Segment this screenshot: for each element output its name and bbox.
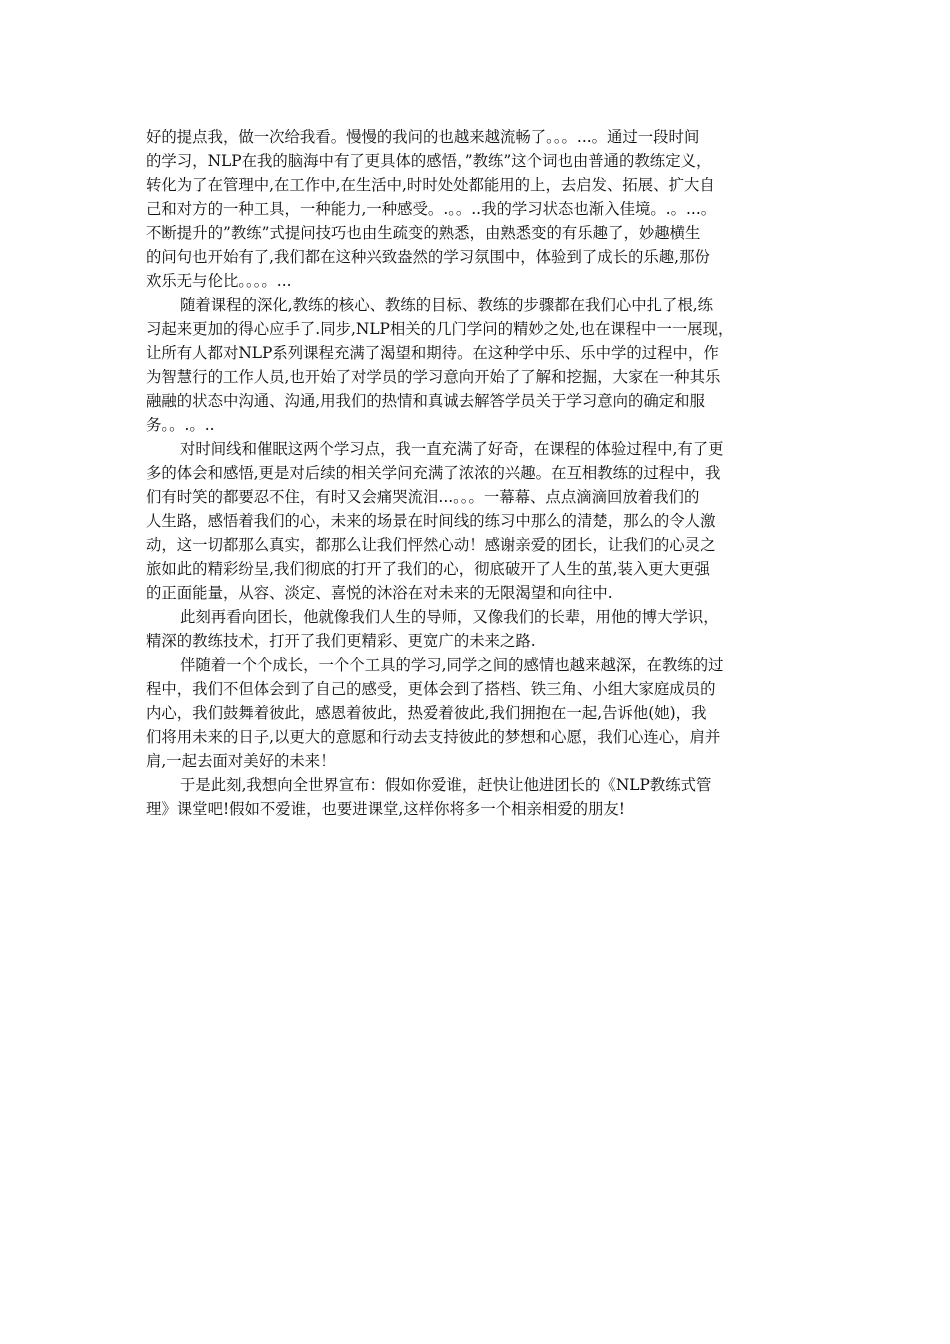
text-line: 肩,一起去面对美好的未来！	[146, 752, 336, 770]
text-line: 融融的状态中沟通、沟通,用我们的热情和真诚去解答学员关于学习意向的确定和服	[146, 392, 705, 410]
text-line: 让所有人都对NLP系列课程充满了渴望和期待。在这种学中乐、乐中学的过程中，作	[146, 344, 719, 362]
text-line: 己和对方的一种工具，一种能力,一种感受。.。。..我的学习状态也渐入佳境。.。...。	[146, 200, 717, 218]
text-line: 内心，我们鼓舞着彼此，感恩着彼此，热爱着彼此,我们拥抱在一起,告诉他(她)，我	[146, 704, 707, 722]
paragraph	[146, 605, 810, 653]
text-line: 多的体会和感悟,更是对后续的相关学问充满了浓浓的兴趣。在互相教练的过程中，我	[146, 464, 721, 482]
text-line: 欢乐无与伦比。。。。...	[146, 272, 292, 290]
paragraph	[146, 437, 810, 605]
paragraph	[146, 293, 810, 437]
text-line: 于是此刻,我想向全世界宣布：假如你爱谁，赶快让他进团长的《NLP教练式管	[180, 776, 712, 794]
text-line: 的正面能量，从容、淡定、喜悦的沐浴在对未来的无限渴望和向往中.	[146, 584, 613, 602]
text-line: 精深的教练技术，打开了我们更精彩、更宽广的未来之路.	[146, 632, 536, 650]
text-line: 动，这一切都那么真实，都那么让我们怦然心动！感谢亲爱的团长，让我们的心灵之	[146, 536, 716, 554]
text-line: 为智慧行的工作人员,也开始了对学员的学习意向开始了了解和挖掘，大家在一种其乐	[146, 368, 721, 386]
text-line: 的问句也开始有了,我们都在这种兴致盎然的学习氛围中，体验到了成长的乐趣,那份	[146, 248, 710, 266]
text-line: 不断提升的”教练”式提问技巧也由生疏变的熟悉，由熟悉变的有乐趣了，妙趣横生	[146, 224, 701, 242]
text-line: 务。。.。..	[146, 416, 215, 434]
text-line: 们有时笑的都要忍不住，有时又会痛哭流泪...。。。一幕幕、点点滴滴回放着我们的	[146, 488, 700, 506]
text-line: 旅如此的精彩纷呈,我们彻底的打开了我们的心，彻底破开了人生的茧,装入更大更强	[146, 560, 710, 578]
text-line: 伴随着一个个成长，一个个工具的学习,同学之间的感情也越来越深，在教练的过	[180, 656, 724, 674]
text-line: 好的提点我，做一次给我看。慢慢的我问的也越来越流畅了。。。...。通过一段时间	[146, 128, 700, 146]
text-line: 随着课程的深化,教练的核心、教练的目标、教练的步骤都在我们心中扎了根,练	[180, 296, 714, 314]
text-line: 们将用未来的日子,以更大的意愿和行动去支持彼此的梦想和心愿，我们心连心，肩并	[146, 728, 721, 746]
text-line: 的学习，NLP在我的脑海中有了更具体的感悟，”教练”这个词也由普通的教练定义，	[146, 152, 712, 170]
text-line: 转化为了在管理中,在工作中,在生活中,时时处处都能用的上，去启发、拓展、扩大自	[146, 176, 715, 194]
paragraph	[146, 653, 810, 773]
document-body	[146, 125, 810, 821]
text-line: 习起来更加的得心应手了.同步,NLP相关的几门学问的精妙之处,也在课程中一一展现，	[146, 320, 734, 338]
text-line: 程中，我们不但体会到了自己的感受，更体会到了搭档、铁三角、小组大家庭成员的	[146, 680, 716, 698]
text-line: 对时间线和催眠这两个学习点，我一直充满了好奇，在课程的体验过程中,有了更	[180, 440, 724, 458]
text-line: 理》课堂吧!假如不爱谁，也要进课堂,这样你将多一个相亲相爱的朋友!	[146, 800, 625, 818]
paragraph	[146, 125, 810, 293]
text-line: 此刻再看向团长，他就像我们人生的导师，又像我们的长辈，用他的博大学识，	[180, 608, 719, 626]
paragraph	[146, 773, 810, 821]
text-line: 人生路，感悟着我们的心，未来的场景在时间线的练习中那么的清楚，那么的令人激	[146, 512, 716, 530]
